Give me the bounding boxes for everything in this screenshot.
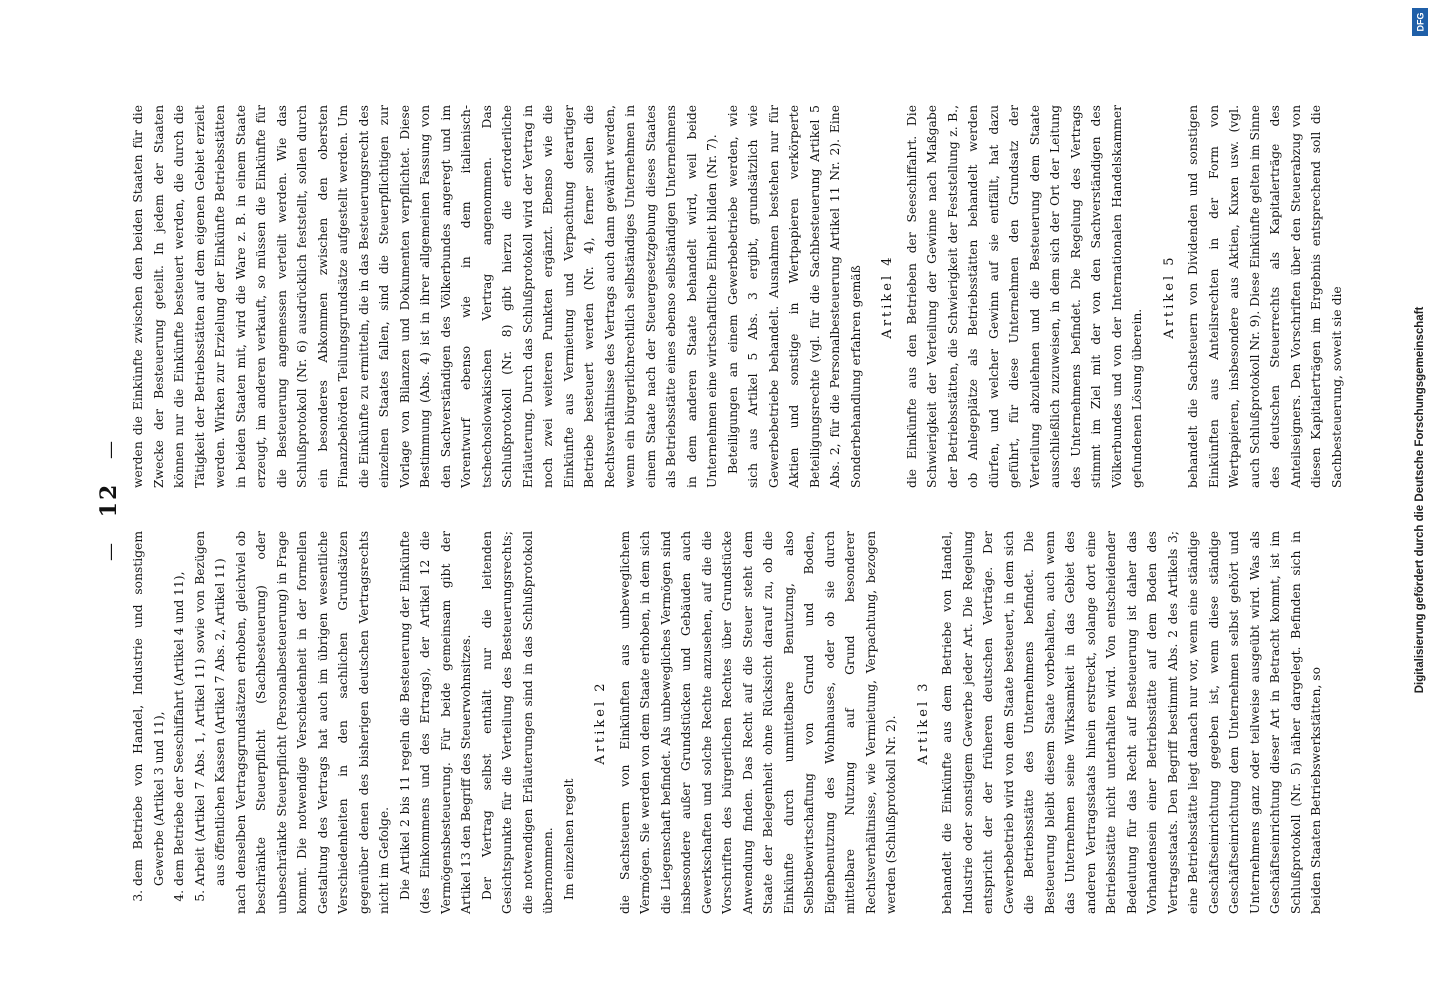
paragraph: behandelt die Sachsteuern von Dividenden und sonstigen Einkünften aus Anteilsrechten in der Form von Wertpapieren, insbesondere aus Aktien, Kuxen usw. (vgl. auch Schlußprotokoll Nr. 9). Diese Einkünfte gelten im Sinne des deutschen Steuerrechts als Kapitalerträge des Anteilseigners. Den Vorschriften über den Steuerabzug von diesen Kapitalerträgen im Ergebnis entsprechend soll die Sachbesteuerung, soweit sie die — [1186, 105, 1344, 488]
page-number: 12 — [96, 482, 122, 518]
list-item: 3. dem Betriebe von Handel, Industrie und sonstigem Gewerbe (Artikel 3 und 11), — [128, 531, 169, 886]
income-type-list — [128, 531, 231, 914]
article-heading: Artikel 2 — [593, 680, 608, 765]
dfg-logo-text: DFG — [1415, 12, 1425, 32]
paragraph: Der Vertrag selbst enthält nur die leitenden Gesichtspunkte für die Verteilung des Besteuerungsrechts; die notwendigen Erläuterungen sind in das Schlußprotokoll übernommen. — [479, 531, 555, 914]
paragraph: werden die Einkünfte zwischen den beiden Staaten für die Zwecke der Besteuerung geteilt. In jedem der Staaten können nur die Einkünfte besteuert werden, die durch die Tätigkeit der Betriebsstätten auf dem eigenen Gebiet erzielt werden. Wirken zur Erzielung der Einkünfte Betriebsstätten in beiden Staaten mit, wird die Ware z. B. in einem Staate erzeugt, im anderen verkauft, so müssen die Einkünfte für die Besteuerung angemessen verteilt werden. Wie das Schlußprotokoll (Nr. 6) ausdrücklich feststellt, sollen durch ein besonderes Abkommen zwischen den obersten Finanzbehörden Teilungsgrundsätze aufgestellt werden. Um die Einkünfte zu ermitteln, die in das Besteuerungsrecht des einzelnen Staates fallen, sind die Steuerpflichtigen zur Vorlage von Bilanzen und Dokumenten verpflichtet. Diese Bestimmung (Abs. 4) ist in ihrer allgemeinen Fassung von den Sachverständigen des Völkerbundes angeregt und im Vorentwurf ebenso wie in dem italienisch-tschechoslowakischen Vertrag angenommen. Das Schlußprotokoll (Nr. 8) gibt hierzu die erforderliche Erläuterung. Durch das Schlußprotokoll wird der Vertrag in noch zwei weiteren Punkten ergänzt. Ebenso wie die Einkünfte aus Vermietung und Verpachtung derartiger Betriebe besteuert werden (Nr. 4), ferner sollen die Rechtsverhältnisse des Vertrags auch dann gewährt werden, wenn ein bürgerlichrechtlich selbständiges Unternehmen in einem Staate nach der Steuergesetzgebung dieses Staates als Betriebsstätte eines ebenso selbständigen Unternehmens in dem anderen Staate behandelt wird, weil beide Unternehmen eine wirtschaftliche Einheit bilden (Nr. 7). — [131, 105, 719, 488]
right-column — [128, 105, 1347, 488]
paragraph: Im einzelnen regelt — [561, 778, 576, 900]
paragraph: Beteiligungen an einem Gewerbebetriebe werden, wie sich aus Artikel 5 Abs. 3 ergibt, grundsätzlich wie Gewerbebetriebe behandelt. Ausnahmen bestehen nur für Aktien und sonstige in Wertpapieren verkörperte Beteiligungsrechte (vgl. für die Sachbesteuerung Artikel 5 Abs. 2, für die Personalbesteuerung Artikel 11 Nr. 2). Eine Sonderbehandlung erfahren gemäß — [725, 105, 863, 488]
dfg-logo — [1412, 8, 1428, 36]
page-header — [96, 0, 126, 1000]
funding-note: Digitalisierung gefördert durch die Deutsche Forschungsgemeinschaft — [1414, 306, 1426, 694]
article-heading: Artikel 5 — [1161, 254, 1177, 339]
article-heading: Artikel 4 — [880, 254, 895, 339]
paragraph: die Einkünfte aus den Betrieben der Seeschiffahrt. Die Schwierigkeit der Verteilung der Gewinne nach Maßgabe der Betriebsstätten, die Schwierigkeit der Feststellung z. B., ob Anlegeplätze als Betriebsstätten behandelt werden dürfen, und welcher Gewinn auf sie entfällt, hat dazu geführt, für diese Unternehmen den Grundsatz der Verteilung abzulehnen und die Besteuerung dem Staate ausschließlich zuzuweisen, in dem sich der Ort der Leitung des Unternehmens befindet. Die Regelung des Vertrags stimmt im Ziel mit der von den Sachverständigen des Völkerbundes und von der Internationalen Handelskammer gefundenen Lösung überein. — [904, 105, 1144, 488]
paragraph: die Sachsteuern von Einkünften aus unbeweglichem Vermögen. Sie werden von dem Staate erhoben, in dem sich die Liegenschaft befindet. Als unbewegliches Vermögen sind insbesondere außer Grundstücken und Gebäuden auch Gewerkschaften und solche Rechte anzusehen, auf die die Vorschriften des bürgerlichen Rechtes über Grundstücke Anwendung finden. Das Recht auf die Steuer steht dem Staate der Belegenheit ohne Rücksicht darauf zu, ob die Einkünfte durch unmittelbare Benutzung, also Selbstbewirtschaftung von Grund und Boden, Eigenbenutzung des Wohnhauses, oder ob sie durch mittelbare Nutzung auf Grund besonderer Rechtsverhältnisse, wie Vermietung, Verpachtung, bezogen werden (Schlußprotokoll Nr. 2). — [617, 531, 898, 914]
list-item: 4. dem Betriebe der Seeschiffahrt (Artikel 4 und 11), — [169, 531, 190, 886]
left-column — [128, 531, 1327, 914]
paragraph: Die Artikel 2 bis 11 regeln die Besteuerung der Einkünfte (des Einkommens und des Ertrags), der Artikel 12 die Vermögensbesteuerung. Für beide gemeinsam gibt der Artikel 13 den Begriff des Steuerwohnsitzes. — [397, 531, 473, 914]
list-item: 5. Arbeit (Artikel 7 Abs. 1, Artikel 11) sowie von Bezügen aus öffentlichen Kassen (Artikel 7 Abs. 2, Artikel 11) — [190, 531, 231, 886]
header-dash-right: — — [100, 439, 121, 460]
paragraph: nach denselben Vertragsgrundsätzen erhoben, gleichviel ob beschränkte Steuerpflicht (Sachbesteuerung) oder unbeschränkte Steuerpflicht (Personalbesteuerung) in Frage kommt. Die notwendige Verschiedenheit in der formellen Gestaltung des Vertrags hat auch im übrigen wesentliche Verschiedenheiten in den sachlichen Grundsätzen gegenüber denen des bisherigen deutschen Vertragsrechts nicht im Gefolge. — [233, 531, 391, 914]
paragraph: behandelt die Einkünfte aus dem Betriebe von Handel, Industrie oder sonstigem Gewerbe jeder Art. Die Regelung entspricht der der früheren deutschen Verträge. Der Gewerbebetrieb wird von dem Staate besteuert, in dem sich die Betriebsstätte des Unternehmens befindet. Die Besteuerung bleibt diesem Staate vorbehalten, auch wenn das Unternehmen seine Wirksamkeit in das Gebiet des anderen Vertragsstaats hinein erstreckt, solange dort eine Betriebsstätte nicht unterhalten wird. Von entscheidender Bedeutung für das Recht auf Besteuerung ist daher das Vorhandensein einer Betriebsstätte auf dem Boden des Vertragsstaats. Den Begriff bestimmt Abs. 2 des Artikels 3; eine Betriebsstätte liegt danach nur vor, wenn eine ständige Geschäftseinrichtung gegeben ist, wenn diese ständige Geschäftseinrichtung dem Unternehmen selbst gehört und Unternehmens ganz oder teilweise ausgeübt wird. Was als Geschäftseinrichtung dieser Art in Betracht kommt, ist im Schlußprotokoll (Nr. 5) näher dargelegt. Befinden sich in beiden Staaten Betriebswerkstätten, so — [940, 531, 1323, 914]
digitization-sidebar — [1406, 0, 1434, 1000]
header-dash-left: — — [100, 540, 121, 561]
article-heading: Artikel 3 — [915, 680, 931, 765]
